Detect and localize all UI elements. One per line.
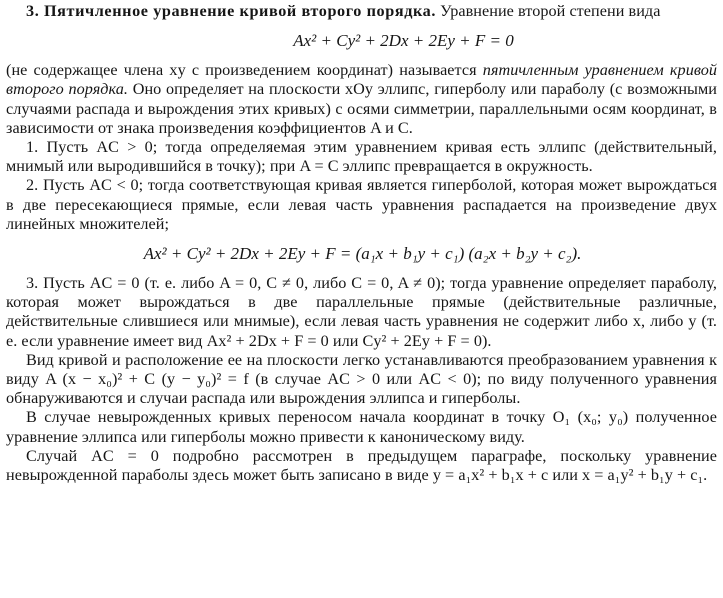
definition-text-before: (не содержащее члена xy с произведением координат) называется bbox=[6, 61, 477, 80]
definition-term: пятичленным уравнением кривой второго порядка. bbox=[6, 61, 717, 99]
definition-paragraph bbox=[6, 61, 717, 138]
section-intro bbox=[6, 2, 717, 21]
equation-general: Ax² + Cy² + 2Dx + 2Ey + F = 0 bbox=[293, 31, 514, 51]
equation-factorization: Ax² + Cy² + 2Dx + 2Ey + F = (a₁x + b₁y + c₁) (a₂x + b₂y + c₂). bbox=[143, 244, 582, 264]
canonical-form-paragraph: В случае невырожденных кривых переносом начала координат в точку O₁ (x₀; y₀) полученное уравнение эллипса или гиперболы можно привести к каноническому виду. bbox=[6, 408, 717, 446]
case-hyperbola: 2. Пусть AC < 0; тогда соответствующая кривая является гиперболой, которая может вырождаться в две пересекающиеся прямые, если левая часть уравнения распадается на произведение двух линейных множителей; bbox=[6, 176, 717, 233]
parabola-case-paragraph: Случай AC = 0 подробно рассмотрен в предыдущем параграфе, поскольку уравнение невырожденной параболы здесь может быть записано в виде y = a₁x² + b₁x + c или x = a₁y² + b₁y + c₁. bbox=[6, 446, 717, 485]
case-ellipse: 1. Пусть AC > 0; тогда определяемая этим уравнением кривая есть эллипс (действительный, мнимый или выродившийся в точку); при A = C эллипс превращается в окружность. bbox=[6, 138, 717, 176]
document-page bbox=[6, 2, 717, 596]
section-heading: 3. Пятичленное уравнение кривой второго порядка. bbox=[26, 2, 437, 20]
transformation-paragraph: Вид кривой и расположение ее на плоскости легко устанавливаются преобразованием уравнения к виду A (x − x₀)² + C (y − y₀)² = f (в случае AC > 0 или AC < 0); по виду полученного уравнения обнаруживаются и случаи распада или вырождения эллипса и гиперболы. bbox=[6, 350, 717, 408]
definition-text-after: Оно определяет на плоскости xOy эллипс, гиперболу или параболу (с возможными случаями распада и вырождения этих кривых) с осями симметрии, параллельными осям координат, в зависимости от знака произведения коэффициентов A и C. bbox=[6, 80, 717, 137]
case-parabola: 3. Пусть AC = 0 (т. е. либо A = 0, C ≠ 0, либо C = 0, A ≠ 0); тогда уравнение определяет параболу, которая может вырождаться в две параллельные прямые (действительные различные, действительные слившиеся или мнимые), если левая часть уравнения не содержит либо x, либо y (т. е. если уравнение имеет вид Ax² + 2Dx + F = 0 или Cy² + 2Ey + F = 0). bbox=[6, 274, 717, 350]
intro-text: Уравнение второй степени вида bbox=[440, 2, 661, 20]
